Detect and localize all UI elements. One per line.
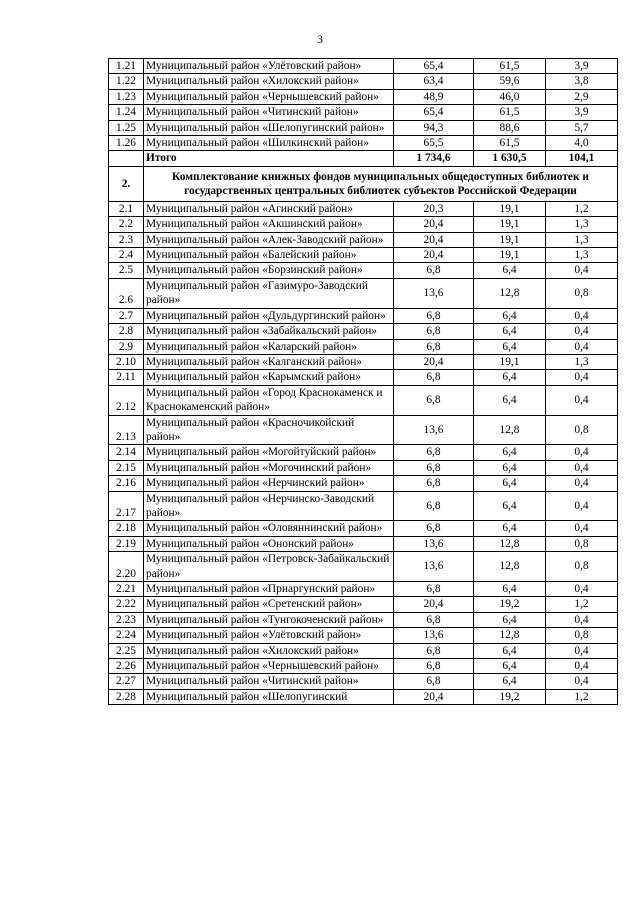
value-2: 6,4	[474, 612, 546, 627]
value-2: 6,4	[474, 659, 546, 674]
row-number: 2.13	[109, 415, 144, 445]
value-3: 1,3	[546, 354, 618, 369]
value-1: 6,8	[394, 521, 474, 536]
value-1: 6,8	[394, 308, 474, 323]
value-2: 6,4	[474, 339, 546, 354]
district-name: Муниципальный район «Алек-Заводский район»	[144, 232, 394, 247]
total-value-2: 1 630,5	[474, 151, 546, 166]
value-2: 6,4	[474, 582, 546, 597]
row-number: 2.23	[109, 612, 144, 627]
table-row	[109, 445, 618, 460]
district-name: Муниципальный район «Могочинский район»	[144, 460, 394, 475]
table-row	[109, 105, 618, 120]
table-row	[109, 674, 618, 689]
district-name: Муниципальный район «Хилокский район»	[144, 74, 394, 89]
value-2: 6,4	[474, 476, 546, 491]
row-number: 1.26	[109, 136, 144, 151]
table-row	[109, 460, 618, 475]
row-number: 2.11	[109, 370, 144, 385]
row-number: 1.24	[109, 105, 144, 120]
table-row	[109, 370, 618, 385]
district-name: Муниципальный район «Шилкинский район»	[144, 136, 394, 151]
value-1: 20,4	[394, 597, 474, 612]
value-1: 13,6	[394, 552, 474, 582]
value-1: 20,4	[394, 689, 474, 704]
row-number: 2.24	[109, 628, 144, 643]
value-3: 0,4	[546, 263, 618, 278]
district-name: Муниципальный район «Шелопугинский район»	[144, 120, 394, 135]
total-value-1: 1 734,6	[394, 151, 474, 166]
row-number: 2.10	[109, 354, 144, 369]
table-row	[109, 324, 618, 339]
row-number: 2.21	[109, 582, 144, 597]
table-row	[109, 476, 618, 491]
value-1: 6,8	[394, 582, 474, 597]
value-3: 1,2	[546, 597, 618, 612]
value-1: 20,4	[394, 232, 474, 247]
value-3: 0,4	[546, 491, 618, 521]
district-name: Муниципальный район «Шелопугинский	[144, 689, 394, 704]
value-3: 1,2	[546, 689, 618, 704]
value-3: 1,3	[546, 232, 618, 247]
value-1: 65,4	[394, 105, 474, 120]
table-row	[109, 248, 618, 263]
value-2: 19,1	[474, 201, 546, 216]
table-row	[109, 385, 618, 415]
table-row	[109, 536, 618, 551]
district-name: Муниципальный район «Могойтуйский район»	[144, 445, 394, 460]
value-2: 19,1	[474, 248, 546, 263]
section-number: 2.	[109, 166, 144, 201]
value-2: 19,1	[474, 217, 546, 232]
section-2-rows	[109, 201, 618, 704]
value-3: 0,4	[546, 476, 618, 491]
district-name: Муниципальный район «Красночикойский район»	[144, 415, 394, 445]
table-row	[109, 339, 618, 354]
table-row	[109, 628, 618, 643]
row-number: 2.17	[109, 491, 144, 521]
value-1: 13,6	[394, 415, 474, 445]
row-number: 2.1	[109, 201, 144, 216]
value-2: 61,5	[474, 136, 546, 151]
value-3: 0,4	[546, 521, 618, 536]
district-name: Муниципальный район «Сретенский район»	[144, 597, 394, 612]
value-3: 0,4	[546, 339, 618, 354]
value-3: 0,8	[546, 536, 618, 551]
row-number: 2.8	[109, 324, 144, 339]
value-3: 3,9	[546, 105, 618, 120]
total-row	[109, 151, 618, 166]
value-1: 63,4	[394, 74, 474, 89]
value-3: 0,8	[546, 415, 618, 445]
row-number: 2.3	[109, 232, 144, 247]
row-number: 2.5	[109, 263, 144, 278]
value-2: 6,4	[474, 643, 546, 658]
row-number: 2.28	[109, 689, 144, 704]
total-num-cell	[109, 151, 144, 166]
district-name: Муниципальный район «Чернышевский район»	[144, 659, 394, 674]
value-3: 0,4	[546, 370, 618, 385]
district-name: Муниципальный район «Газимуро-Заводский район»	[144, 278, 394, 308]
district-name: Муниципальный район «Балейский район»	[144, 248, 394, 263]
district-name: Муниципальный район «Агинский район»	[144, 201, 394, 216]
value-1: 6,8	[394, 659, 474, 674]
district-name: Муниципальный район «Хилокский район»	[144, 643, 394, 658]
value-2: 12,8	[474, 552, 546, 582]
row-number: 2.26	[109, 659, 144, 674]
table-row	[109, 354, 618, 369]
value-2: 6,4	[474, 263, 546, 278]
value-2: 12,8	[474, 536, 546, 551]
table-row	[109, 308, 618, 323]
value-3: 3,9	[546, 59, 618, 74]
table-row	[109, 201, 618, 216]
table-row	[109, 643, 618, 658]
row-number: 2.25	[109, 643, 144, 658]
value-3: 0,4	[546, 324, 618, 339]
district-name: Муниципальный район «Приаргунский район»	[144, 582, 394, 597]
value-2: 19,1	[474, 354, 546, 369]
district-name: Муниципальный район «Читинский район»	[144, 105, 394, 120]
row-number: 2.15	[109, 460, 144, 475]
value-3: 0,4	[546, 445, 618, 460]
value-1: 13,6	[394, 536, 474, 551]
district-name: Муниципальный район «Нерчинский район»	[144, 476, 394, 491]
row-number: 2.6	[109, 278, 144, 308]
value-3: 2,9	[546, 89, 618, 104]
row-number: 2.20	[109, 552, 144, 582]
district-name: Муниципальный район «Чернышевский район»	[144, 89, 394, 104]
row-number: 2.2	[109, 217, 144, 232]
district-name: Муниципальный район «Забайкальский район»	[144, 324, 394, 339]
value-2: 12,8	[474, 415, 546, 445]
table-row	[109, 659, 618, 674]
district-name: Муниципальный район «Читинский район»	[144, 674, 394, 689]
value-2: 6,4	[474, 521, 546, 536]
value-3: 0,8	[546, 278, 618, 308]
district-name: Муниципальный район «Борзинский район»	[144, 263, 394, 278]
value-1: 13,6	[394, 628, 474, 643]
value-1: 6,8	[394, 339, 474, 354]
budget-table	[108, 58, 618, 705]
row-number: 2.4	[109, 248, 144, 263]
value-1: 20,4	[394, 217, 474, 232]
value-3: 0,8	[546, 552, 618, 582]
value-2: 88,6	[474, 120, 546, 135]
table-row	[109, 263, 618, 278]
value-1: 6,8	[394, 612, 474, 627]
value-1: 65,5	[394, 136, 474, 151]
value-2: 6,4	[474, 445, 546, 460]
value-1: 65,4	[394, 59, 474, 74]
total-block	[109, 151, 618, 201]
district-name: Муниципальный район «Улётовский район»	[144, 59, 394, 74]
table-row	[109, 59, 618, 74]
district-name: Муниципальный район «Оловяннинский район»	[144, 521, 394, 536]
value-2: 6,4	[474, 491, 546, 521]
value-1: 6,8	[394, 445, 474, 460]
table-row	[109, 120, 618, 135]
value-3: 0,4	[546, 385, 618, 415]
row-number: 2.18	[109, 521, 144, 536]
table-row	[109, 597, 618, 612]
table-row	[109, 217, 618, 232]
table-row	[109, 612, 618, 627]
row-number: 1.22	[109, 74, 144, 89]
value-1: 6,8	[394, 324, 474, 339]
value-1: 6,8	[394, 370, 474, 385]
value-2: 59,6	[474, 74, 546, 89]
value-2: 6,4	[474, 308, 546, 323]
value-3: 0,4	[546, 674, 618, 689]
district-name: Муниципальный район «Нерчинско-Заводский район»	[144, 491, 394, 521]
value-3: 1,2	[546, 201, 618, 216]
section-title: Комплектование книжных фондов муниципальных общедоступных библиотек и государственных центральных библиотек субъектов Российской Федерации	[144, 166, 618, 201]
value-1: 6,8	[394, 385, 474, 415]
value-2: 61,5	[474, 59, 546, 74]
district-name: Муниципальный район «Карымский район»	[144, 370, 394, 385]
table-row	[109, 89, 618, 104]
value-1: 6,8	[394, 263, 474, 278]
value-1: 6,8	[394, 476, 474, 491]
value-3: 3,8	[546, 74, 618, 89]
value-1: 20,3	[394, 201, 474, 216]
row-number: 2.16	[109, 476, 144, 491]
table-row	[109, 278, 618, 308]
table-row	[109, 415, 618, 445]
section-1-rows	[109, 59, 618, 151]
district-name: Муниципальный район «Акшинский район»	[144, 217, 394, 232]
total-value-3: 104,1	[546, 151, 618, 166]
value-3: 0,4	[546, 659, 618, 674]
value-1: 13,6	[394, 278, 474, 308]
district-name: Муниципальный район «Тунгокоченский район»	[144, 612, 394, 627]
value-2: 19,2	[474, 597, 546, 612]
row-number: 1.21	[109, 59, 144, 74]
row-number: 2.27	[109, 674, 144, 689]
value-1: 20,4	[394, 354, 474, 369]
row-number: 2.7	[109, 308, 144, 323]
district-name: Муниципальный район «Петровск-Забайкальский район»	[144, 552, 394, 582]
value-1: 48,9	[394, 89, 474, 104]
value-3: 0,4	[546, 643, 618, 658]
table-row	[109, 491, 618, 521]
row-number: 1.23	[109, 89, 144, 104]
value-2: 6,4	[474, 460, 546, 475]
value-3: 5,7	[546, 120, 618, 135]
district-name: Муниципальный район «Ононский район»	[144, 536, 394, 551]
table-row	[109, 521, 618, 536]
value-2: 61,5	[474, 105, 546, 120]
district-name: Муниципальный район «Город Краснокаменск и Краснокаменский район»	[144, 385, 394, 415]
value-1: 94,3	[394, 120, 474, 135]
total-label: Итого	[144, 151, 394, 166]
row-number: 1.25	[109, 120, 144, 135]
value-2: 6,4	[474, 674, 546, 689]
value-3: 1,3	[546, 217, 618, 232]
value-3: 1,3	[546, 248, 618, 263]
district-name: Муниципальный район «Калганский район»	[144, 354, 394, 369]
section-header-row	[109, 166, 618, 201]
value-1: 6,8	[394, 643, 474, 658]
value-3: 0,4	[546, 612, 618, 627]
value-1: 6,8	[394, 460, 474, 475]
table-row	[109, 232, 618, 247]
row-number: 2.14	[109, 445, 144, 460]
row-number: 2.9	[109, 339, 144, 354]
district-name: Муниципальный район «Улётовский район»	[144, 628, 394, 643]
value-1: 6,8	[394, 674, 474, 689]
value-3: 0,4	[546, 460, 618, 475]
table-row	[109, 552, 618, 582]
page-number: 3	[317, 32, 323, 46]
value-3: 0,4	[546, 582, 618, 597]
value-2: 19,1	[474, 232, 546, 247]
value-3: 4,0	[546, 136, 618, 151]
row-number: 2.12	[109, 385, 144, 415]
row-number: 2.19	[109, 536, 144, 551]
table-row	[109, 582, 618, 597]
table-row	[109, 689, 618, 704]
value-1: 20,4	[394, 248, 474, 263]
table-row	[109, 74, 618, 89]
value-2: 19,2	[474, 689, 546, 704]
row-number: 2.22	[109, 597, 144, 612]
district-name: Муниципальный район «Каларский район»	[144, 339, 394, 354]
value-2: 12,8	[474, 278, 546, 308]
district-name: Муниципальный район «Дульдургинский район»	[144, 308, 394, 323]
value-2: 12,8	[474, 628, 546, 643]
value-3: 0,8	[546, 628, 618, 643]
value-3: 0,4	[546, 308, 618, 323]
value-1: 6,8	[394, 491, 474, 521]
value-2: 6,4	[474, 324, 546, 339]
value-2: 6,4	[474, 385, 546, 415]
value-2: 46,0	[474, 89, 546, 104]
value-2: 6,4	[474, 370, 546, 385]
table-row	[109, 136, 618, 151]
